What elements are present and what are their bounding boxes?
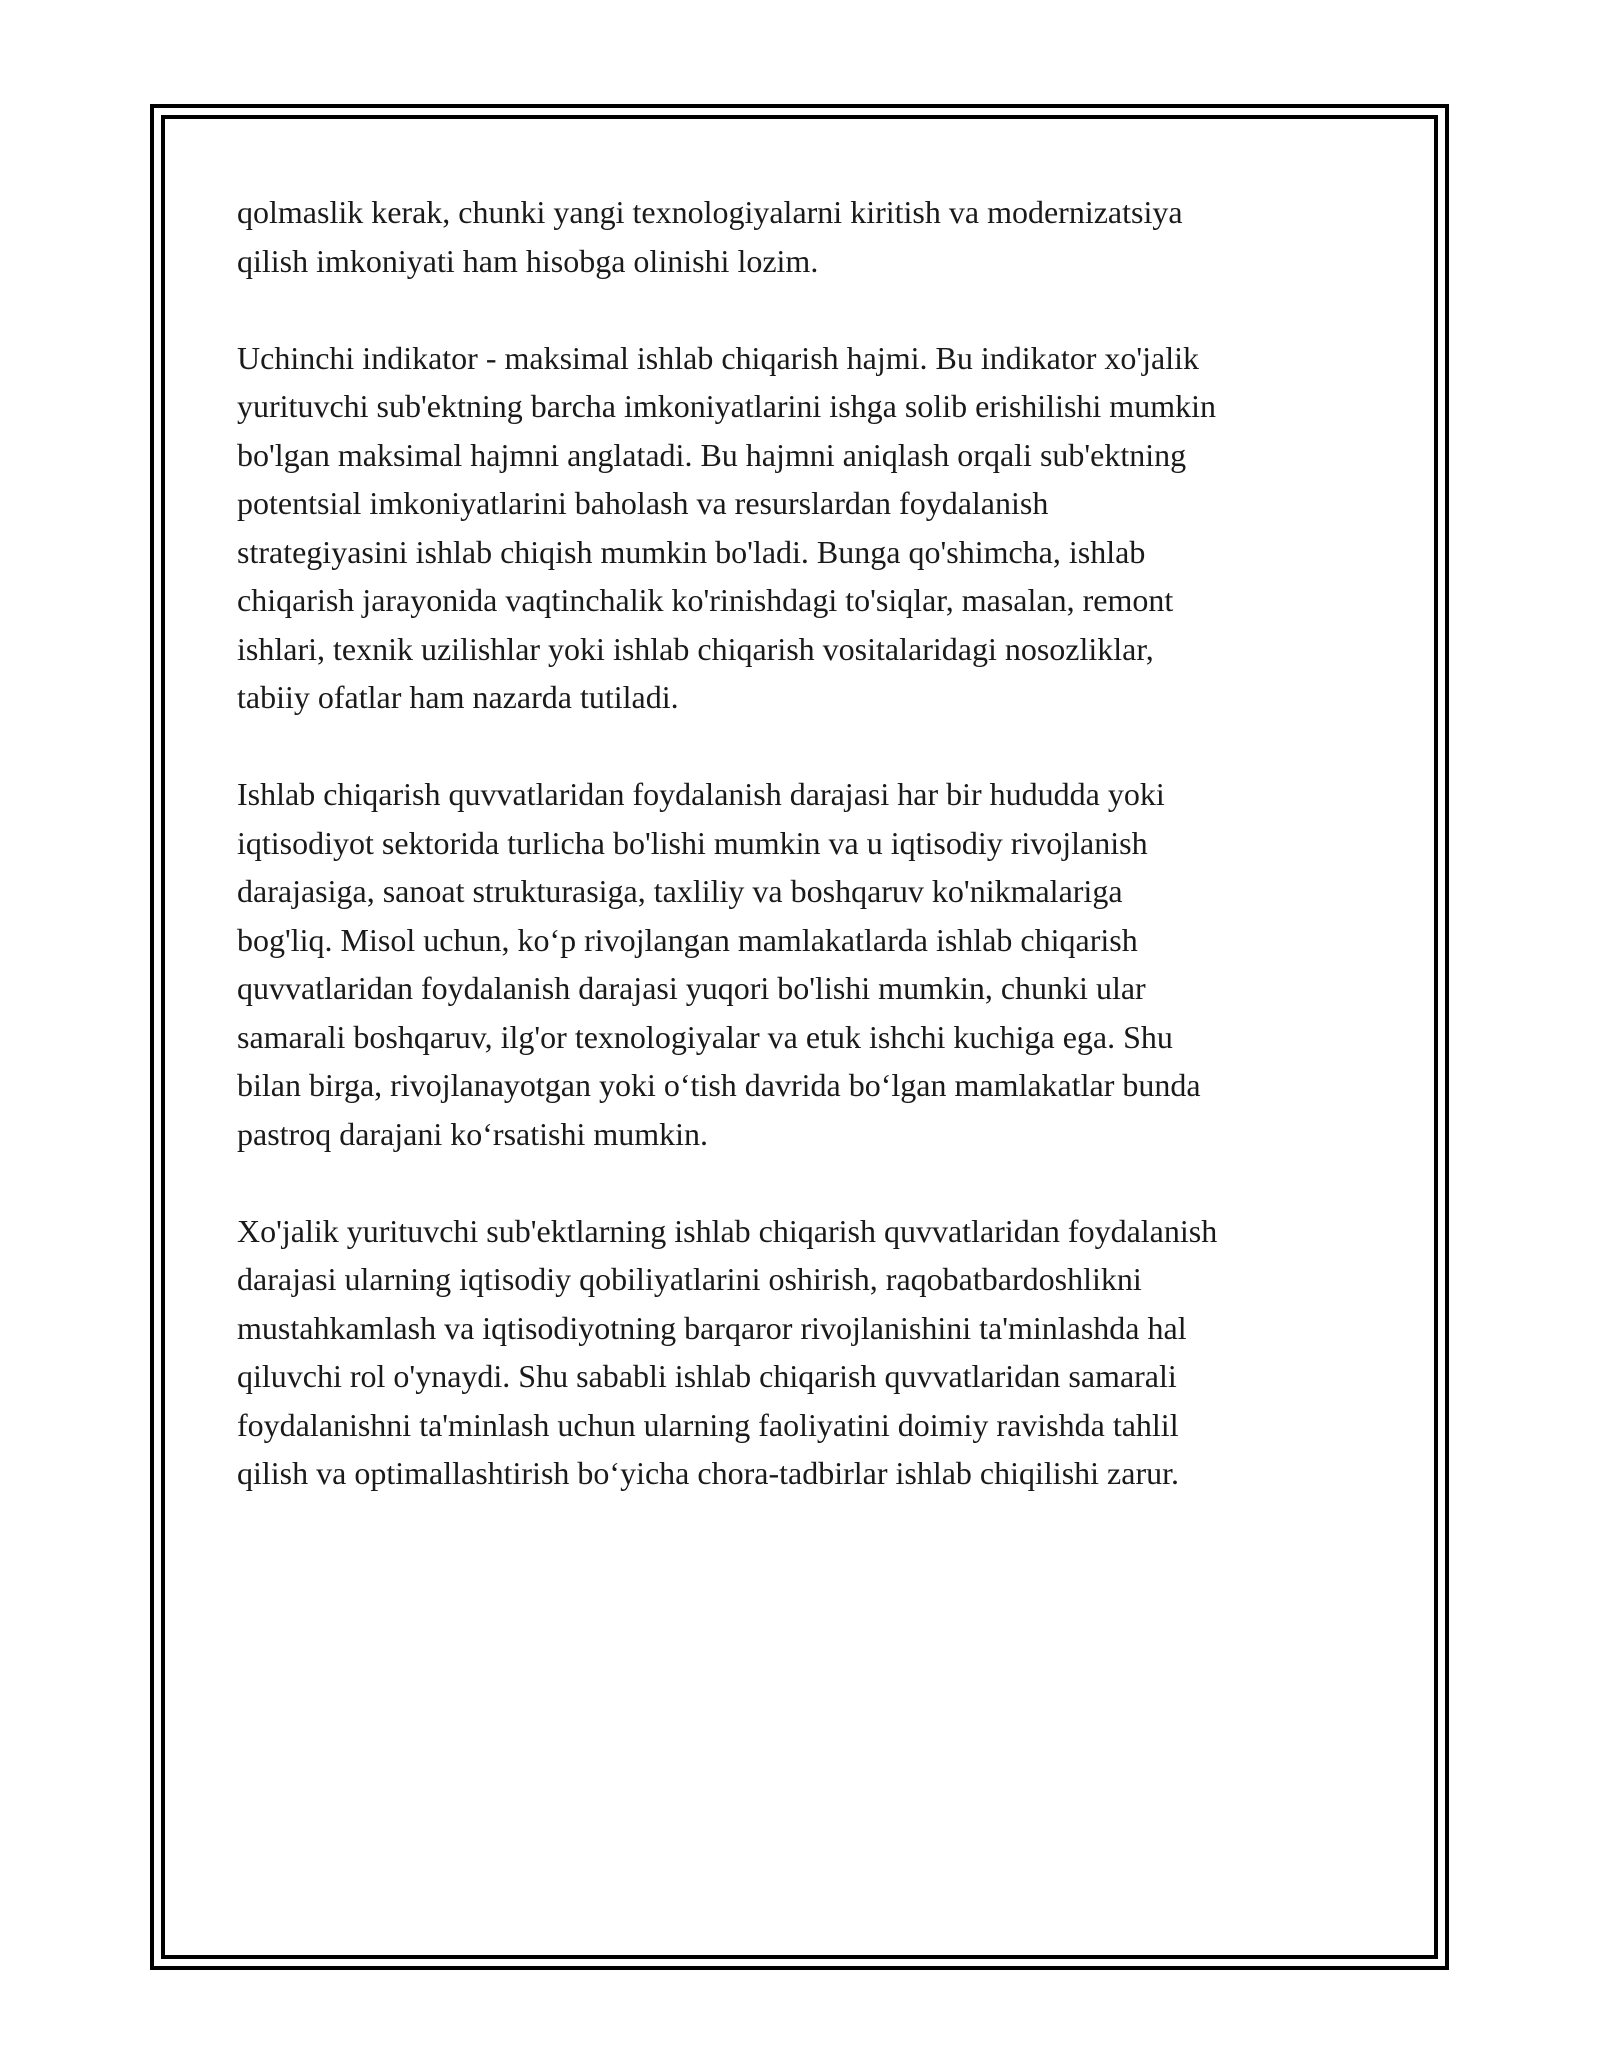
paragraph: Ishlab chiqarish quvvatlaridan foydalanish darajasi har bir hududda yoki iqtisodiyot sektorida turlicha bo'lishi mumkin va u iqtisodiy rivojlanish darajasiga, sanoat strukturasiga, taxliliy va boshqaruv ko'nikmalariga bog'liq. Misol uchun, ko‘p rivojlangan mamlakatlarda ishlab chiqarish quvvatlaridan foydalanish darajasi yuqori bo'lishi mumkin, chunki ular samarali boshqaruv, ilg'or texnologiyalar va etuk ishchi kuchiga ega. Shu bilan birga, rivojlanayotgan yoki o‘tish davrida bo‘lgan mamlakatlar bunda pastroq darajani ko‘rsatishi mumkin. xyxy=(237,776,1201,1152)
paragraph: Xo'jalik yurituvchi sub'ektlarning ishlab chiqarish quvvatlaridan foydalanish darajasi ularning iqtisodiy qobiliyatlarini oshirish, raqobatbardoshlikni mustahkamlash va iqtisodiyotning barqaror rivojlanishini ta'minlashda hal qiluvchi rol o'ynaydi. Shu sababli ishlab chiqarish quvvatlaridan samarali foydalanishni ta'minlash uchun ularning faoliyatini doimiy ravishda tahlil qilish va optimallashtirish bo‘yicha chora-tadbirlar ishlab chiqilishi zarur. xyxy=(237,1212,1218,1491)
paragraph: Uchinchi indikator - maksimal ishlab chiqarish hajmi. Bu indikator xo'jalik yurituvchi sub'ektning barcha imkoniyatlarini ishga solib erishilishi mumkin bo'lgan maksimal hajmni anglatadi. Bu hajmni aniqlash orqali sub'ektning potentsial imkoniyatlarini baholash va resurslardan foydalanish strategiyasini ishlab chiqish mumkin bo'ladi. Bunga qo'shimcha, ishlab chiqarish jarayonida vaqtinchalik ko'rinishdagi to'siqlar, masalan, remont ishlari, texnik uzilishlar yoki ishlab chiqarish vositalaridagi nosozliklar, tabiiy ofatlar ham nazarda tutiladi. xyxy=(237,339,1216,715)
document-body xyxy=(237,188,1367,1546)
paragraph: qolmaslik kerak, chunki yangi texnologiyalarni kiritish va modernizatsiya qilish imkoniyati ham hisobga olinishi lozim. xyxy=(237,194,1183,279)
